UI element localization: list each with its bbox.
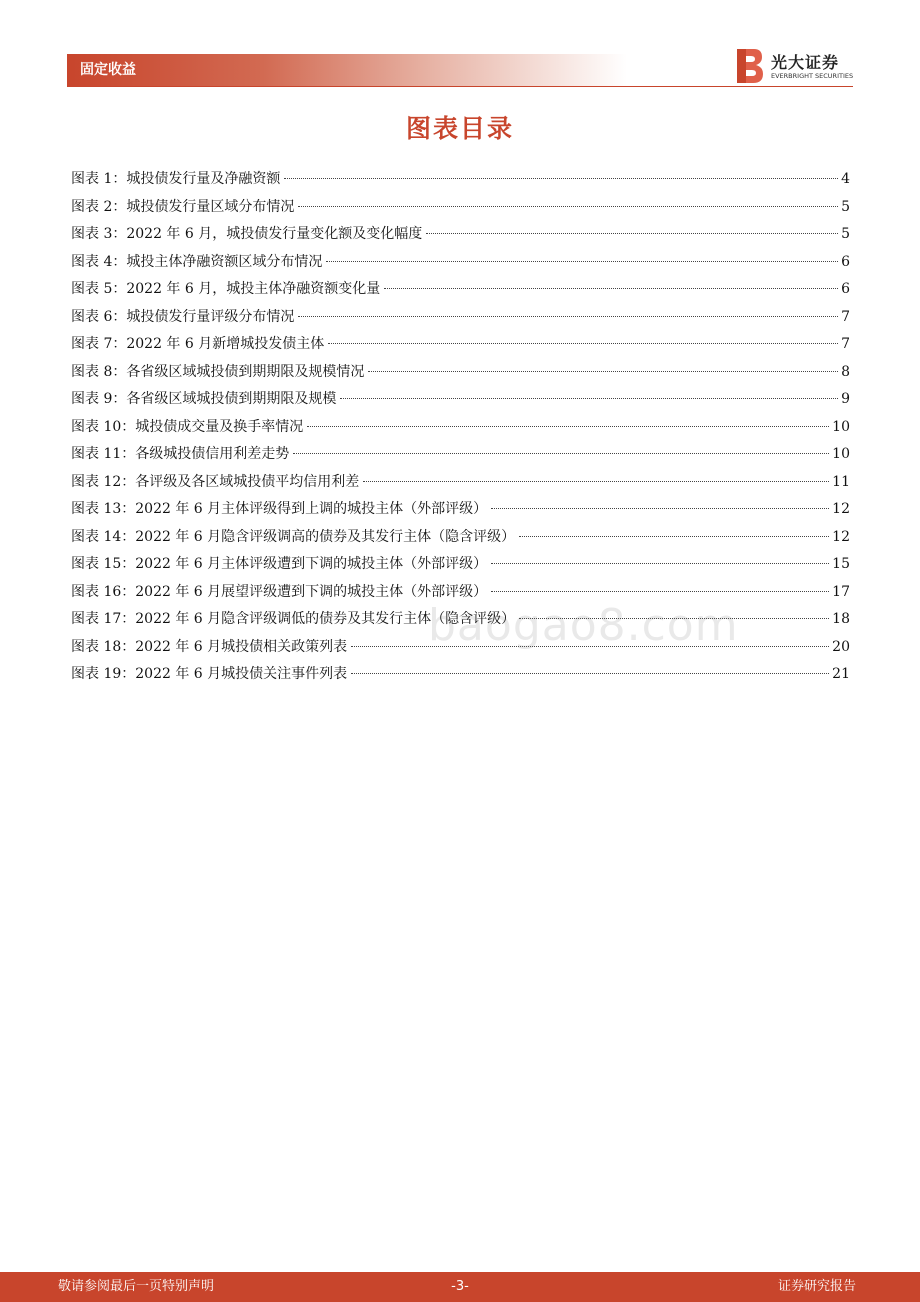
toc-entry[interactable] [71,496,850,524]
toc-entry-label: 图表 15：2022 年 6 月主体评级遭到下调的城投主体（外部评级） [71,556,488,572]
toc-entry-page: 6 [841,281,850,297]
section-label: 固定收益 [80,62,136,78]
toc-entry-label: 图表 12：各评级及各区域城投债平均信用利差 [71,473,360,490]
toc-entry-label: 图表 14：2022 年 6 月隐含评级调高的债券及其发行主体（隐含评级） [71,528,516,545]
toc-entry[interactable] [71,359,850,387]
toc-dot-leader [519,618,829,619]
logo-chinese-name: 光大证券 [771,53,840,72]
toc-dot-leader [284,178,838,179]
toc-entry-label: 图表 18：2022 年 6 月城投债相关政策列表 [71,638,348,655]
toc-entry-page: 17 [832,583,850,600]
toc-dot-leader [298,316,838,317]
toc-entry-page: 7 [841,336,850,352]
toc-entry-page: 12 [832,528,850,545]
toc-entry-label: 图表 6：城投债发行量评级分布情况 [71,308,295,325]
toc-entry[interactable] [71,579,850,607]
watermark: baogao8.com [428,600,739,651]
toc-entry[interactable] [71,276,850,304]
toc-entry-page: 15 [832,556,850,572]
toc-dot-leader [491,563,829,564]
toc-entry-label: 图表 19：2022 年 6 月城投债关注事件列表 [71,666,348,682]
page-number: -3- [451,1279,469,1294]
toc-dot-leader [298,206,838,207]
everbright-logo-icon [737,49,763,83]
toc-dot-leader [293,453,829,454]
footer-disclaimer: 敬请参阅最后一页特别声明 [58,1279,215,1294]
toc-entry-label: 图表 8：各省级区域城投债到期期限及规模情况 [71,363,365,380]
toc-entry-label: 图表 10：城投债成交量及换手率情况 [71,418,304,435]
table-of-figures [71,166,850,689]
toc-entry-label: 图表 9：各省级区域城投债到期期限及规模 [71,391,337,407]
toc-entry-page: 10 [832,446,850,462]
toc-dot-leader [351,673,829,674]
toc-entry-page: 10 [832,418,850,435]
toc-entry-page: 8 [841,363,850,380]
toc-entry[interactable] [71,551,850,579]
toc-dot-leader [384,288,838,289]
page-footer [0,1272,920,1302]
toc-entry[interactable] [71,524,850,552]
logo-english-name: EVERBRIGHT SECURITIES [771,72,854,80]
toc-entry[interactable] [71,331,850,359]
toc-entry[interactable] [71,634,850,662]
toc-entry-label: 图表 11：各级城投债信用利差走势 [71,446,290,462]
toc-dot-leader [351,646,829,647]
header-band [67,54,627,86]
toc-entry-page: 7 [841,308,850,325]
toc-entry[interactable] [71,386,850,414]
toc-dot-leader [491,591,829,592]
header-divider [67,86,853,87]
toc-entry-page: 5 [841,226,850,242]
toc-entry-page: 12 [832,501,850,517]
toc-entry[interactable] [71,661,850,689]
page-title: 图表目录 [405,114,514,143]
toc-entry-page: 20 [832,638,850,655]
toc-dot-leader [328,343,838,344]
toc-entry-label: 图表 16：2022 年 6 月展望评级遭到下调的城投主体（外部评级） [71,583,488,600]
toc-dot-leader [326,261,838,262]
footer-report-type: 证券研究报告 [777,1279,856,1294]
toc-entry[interactable] [71,166,850,194]
toc-entry-page: 21 [832,666,850,682]
toc-entry-page: 6 [841,253,850,270]
toc-entry-label: 图表 7：2022 年 6 月新增城投发债主体 [71,336,325,352]
toc-entry-label: 图表 1：城投债发行量及净融资额 [71,171,281,187]
toc-entry[interactable] [71,441,850,469]
company-logo [737,49,857,85]
toc-entry-label: 图表 5：2022 年 6 月，城投主体净融资额变化量 [71,281,381,297]
toc-dot-leader [340,398,838,399]
toc-entry-label: 图表 17：2022 年 6 月隐含评级调低的债券及其发行主体（隐含评级） [71,611,516,627]
toc-entry[interactable] [71,221,850,249]
toc-entry-label: 图表 3：2022 年 6 月，城投债发行量变化额及变化幅度 [71,226,423,242]
toc-dot-leader [307,426,829,427]
toc-entry[interactable] [71,469,850,497]
toc-entry[interactable] [71,194,850,222]
toc-entry-page: 18 [832,611,850,627]
toc-dot-leader [363,481,829,482]
toc-entry-label: 图表 2：城投债发行量区域分布情况 [71,198,295,215]
toc-entry[interactable] [71,249,850,277]
toc-entry-page: 4 [841,171,850,187]
toc-entry[interactable] [71,304,850,332]
toc-entry[interactable] [71,606,850,634]
toc-entry-page: 5 [841,198,850,215]
toc-entry-page: 11 [832,473,850,490]
toc-dot-leader [426,233,838,234]
toc-entry-label: 图表 13：2022 年 6 月主体评级得到上调的城投主体（外部评级） [71,501,488,517]
toc-dot-leader [368,371,838,372]
toc-dot-leader [491,508,829,509]
toc-entry[interactable] [71,414,850,442]
toc-entry-page: 9 [841,391,850,407]
toc-entry-label: 图表 4：城投主体净融资额区域分布情况 [71,253,323,270]
toc-dot-leader [519,536,829,537]
